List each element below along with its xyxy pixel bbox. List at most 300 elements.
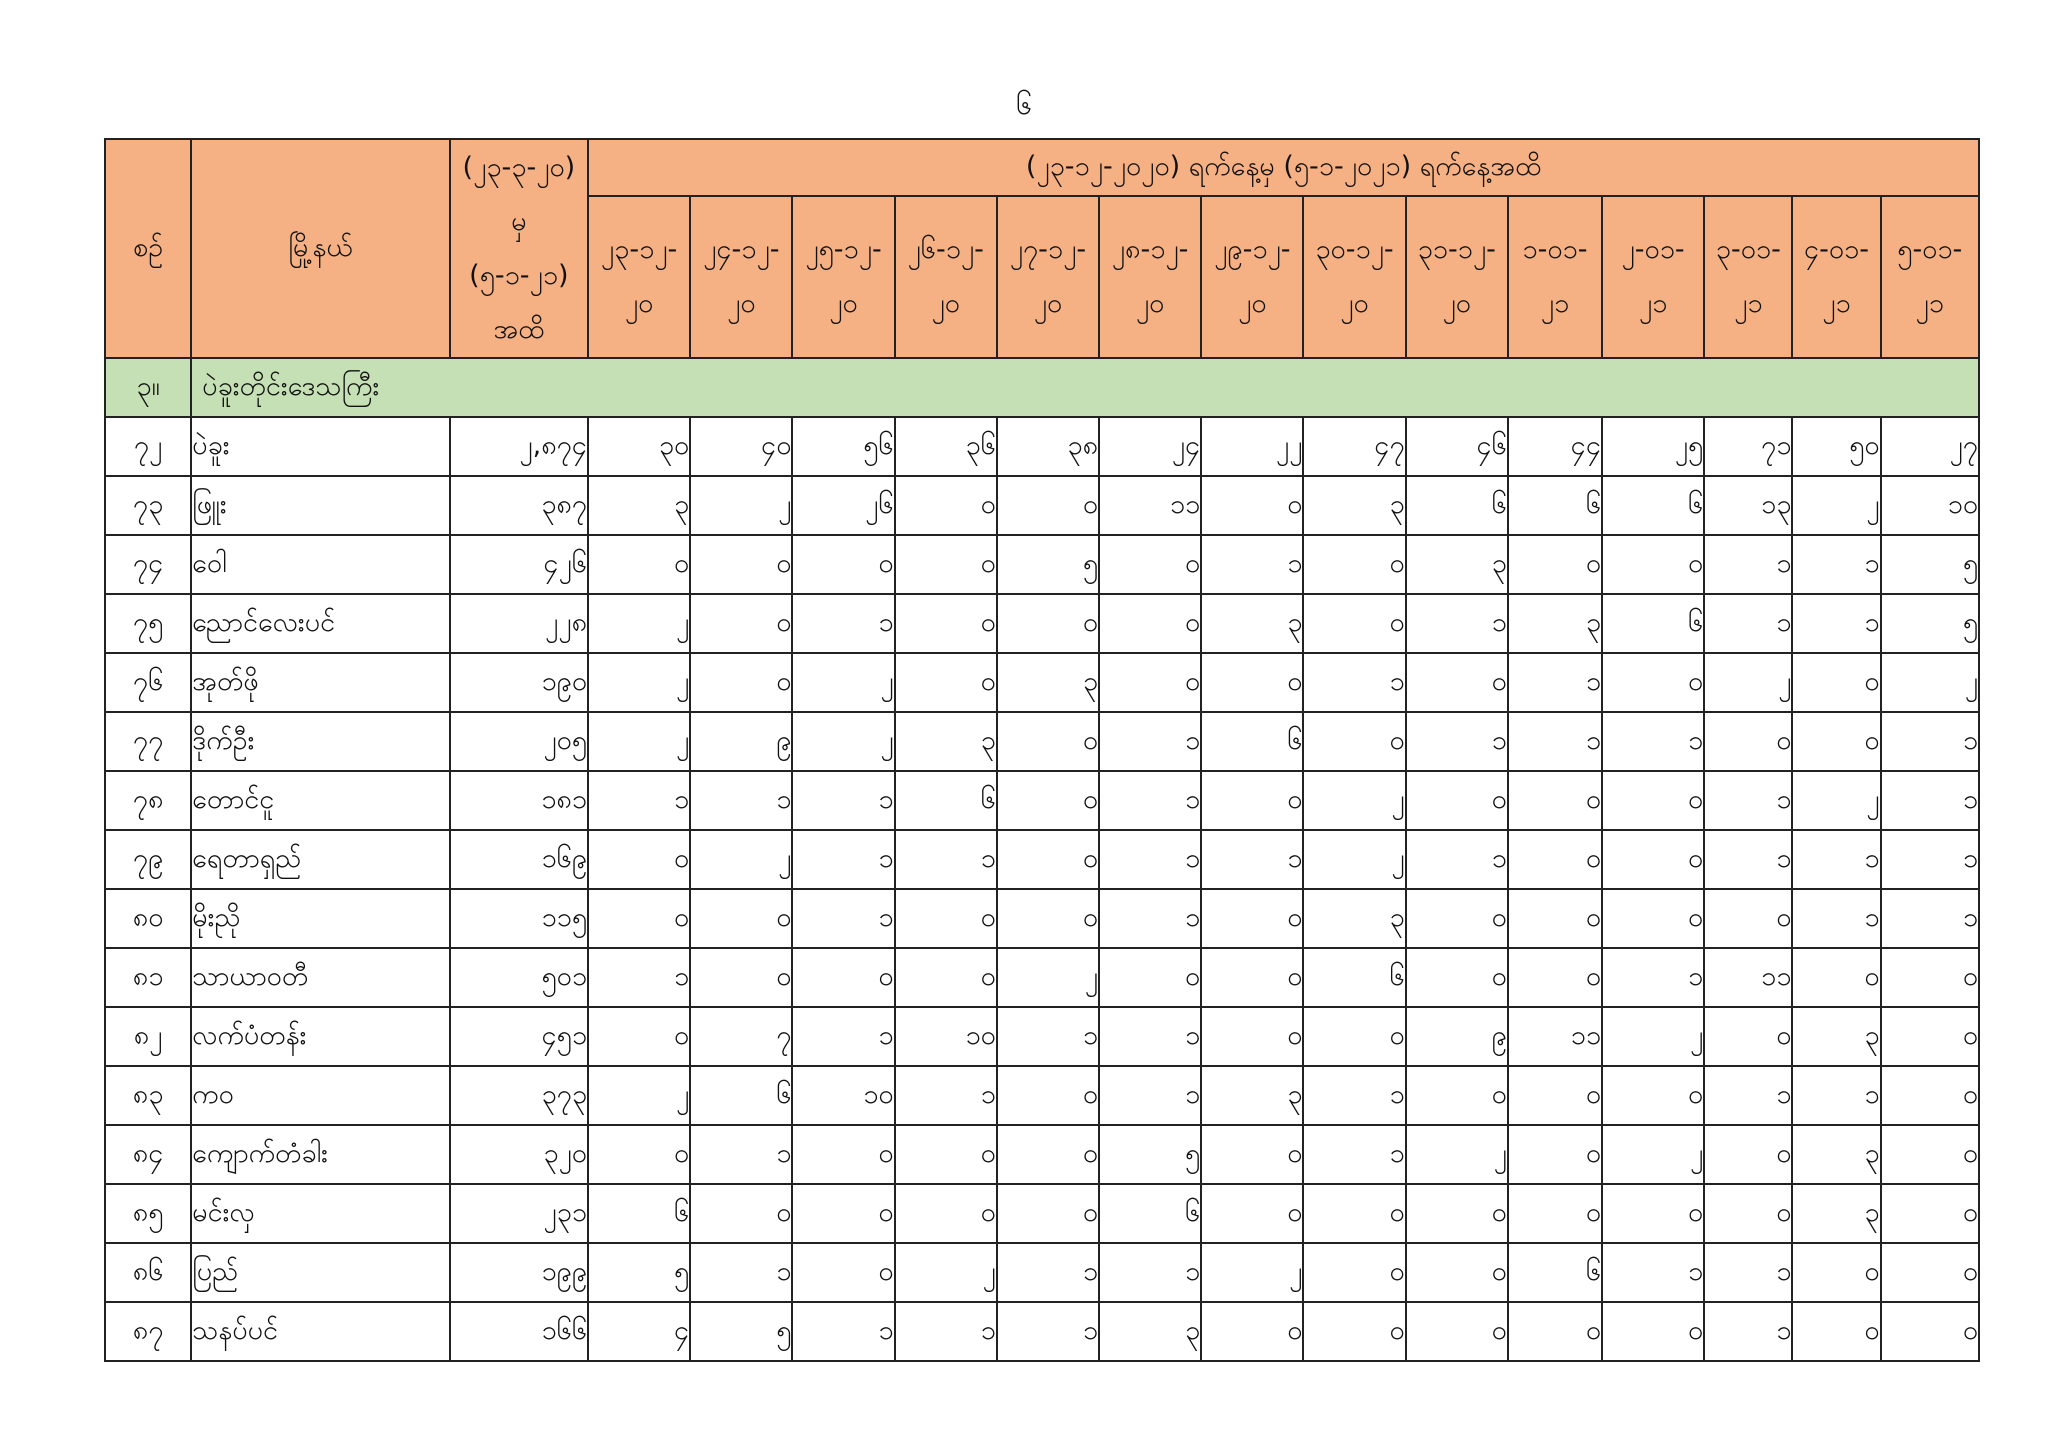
- row-daily-value: ၂၆: [792, 476, 894, 535]
- row-serial: ၇၇: [105, 712, 191, 771]
- row-daily-value: ၀: [1881, 1243, 1979, 1302]
- row-daily-value: ၂: [588, 653, 690, 712]
- row-daily-value: ၁: [1099, 1007, 1201, 1066]
- row-daily-value: ၃: [1792, 1125, 1880, 1184]
- row-daily-value: ၃: [997, 653, 1099, 712]
- row-township: သနပ်ပင်: [191, 1302, 450, 1361]
- row-daily-value: ၂: [690, 830, 792, 889]
- row-daily-value: ၂၄: [1099, 417, 1201, 476]
- row-daily-value: ၁၃: [1704, 476, 1792, 535]
- row-daily-value: ၃၀: [588, 417, 690, 476]
- header-date-day: ၂၆-၁၂-: [907, 234, 984, 265]
- row-township: လက်ပံတန်း: [191, 1007, 450, 1066]
- section-row: [105, 358, 1979, 417]
- row-daily-value: ၀: [895, 948, 997, 1007]
- table-row: [105, 830, 1979, 889]
- table-row: [105, 1066, 1979, 1125]
- row-daily-value: ၀: [792, 1125, 894, 1184]
- row-daily-value: ၀: [997, 1184, 1099, 1243]
- header-date: [792, 196, 894, 358]
- row-daily-value: ၀: [1099, 653, 1201, 712]
- row-daily-value: ၀: [895, 535, 997, 594]
- row-daily-value: ၂: [588, 594, 690, 653]
- row-township: မိုးညို: [191, 889, 450, 948]
- row-daily-value: ၂: [1881, 653, 1979, 712]
- row-daily-value: ၀: [895, 594, 997, 653]
- row-serial: ၈၄: [105, 1125, 191, 1184]
- row-daily-value: ၁: [792, 1007, 894, 1066]
- row-daily-value: ၀: [1406, 1302, 1508, 1361]
- row-total: ၂၀၅: [450, 712, 588, 771]
- row-daily-value: ၀: [997, 1066, 1099, 1125]
- row-daily-value: ၂: [588, 1066, 690, 1125]
- row-daily-value: ၀: [997, 830, 1099, 889]
- header-date: [1704, 196, 1792, 358]
- row-daily-value: ၀: [588, 830, 690, 889]
- row-daily-value: ၀: [1406, 771, 1508, 830]
- row-daily-value: ၀: [1792, 653, 1880, 712]
- header-date: [1099, 196, 1201, 358]
- row-township: သာယာဝတီ: [191, 948, 450, 1007]
- row-daily-value: ၁: [1508, 653, 1602, 712]
- row-daily-value: ၀: [1099, 535, 1201, 594]
- header-date-year: ၂၁: [1915, 288, 1944, 319]
- row-daily-value: ၅၆: [792, 417, 894, 476]
- row-serial: ၈၁: [105, 948, 191, 1007]
- row-daily-value: ၁: [1704, 594, 1792, 653]
- row-daily-value: ၀: [1303, 1243, 1405, 1302]
- row-total: ၁၆၉: [450, 830, 588, 889]
- row-serial: ၇၅: [105, 594, 191, 653]
- row-daily-value: ၁: [895, 1302, 997, 1361]
- row-daily-value: ၀: [1508, 535, 1602, 594]
- row-daily-value: ၂: [1792, 771, 1880, 830]
- row-daily-value: ၁: [1792, 830, 1880, 889]
- row-daily-value: ၂၅: [1602, 417, 1704, 476]
- header-date-year: ၂၀: [1238, 288, 1267, 319]
- row-daily-value: ၆: [690, 1066, 792, 1125]
- header-date-day: ၂-၀၁-: [1621, 234, 1685, 265]
- row-daily-value: ၀: [792, 1184, 894, 1243]
- header-date-year: ၂၁: [1638, 288, 1668, 319]
- row-daily-value: ၀: [1508, 830, 1602, 889]
- row-daily-value: ၁: [1881, 889, 1979, 948]
- row-daily-value: ၃: [1201, 1066, 1303, 1125]
- table-row: [105, 889, 1979, 948]
- row-daily-value: ၂၇: [1881, 417, 1979, 476]
- header-date-day: ၃-၀၁-: [1715, 234, 1781, 265]
- row-daily-value: ၀: [1201, 1125, 1303, 1184]
- row-daily-value: ၀: [895, 1125, 997, 1184]
- row-daily-value: ၁: [1881, 771, 1979, 830]
- row-daily-value: ၅: [690, 1302, 792, 1361]
- row-daily-value: ၀: [1602, 1184, 1704, 1243]
- row-daily-value: ၀: [1602, 830, 1704, 889]
- row-daily-value: ၂: [690, 476, 792, 535]
- row-daily-value: ၅: [1881, 535, 1979, 594]
- table-row: [105, 1243, 1979, 1302]
- row-daily-value: ၀: [1508, 889, 1602, 948]
- header-total-period-line: မှ: [511, 205, 527, 237]
- row-township: ဝေါ: [191, 535, 450, 594]
- row-daily-value: ၀: [1201, 476, 1303, 535]
- row-total: ၂,၈၇၄: [450, 417, 588, 476]
- row-daily-value: ၂: [1704, 653, 1792, 712]
- covid-cases-table: [104, 138, 1980, 1362]
- row-serial: ၈၂: [105, 1007, 191, 1066]
- header-total-period-line: (၅-၁-၂၁): [469, 259, 569, 291]
- header-serial: စဉ်: [105, 139, 191, 358]
- row-daily-value: ၁: [895, 1066, 997, 1125]
- header-date-year: ၂၀: [931, 288, 960, 319]
- row-daily-value: ၀: [895, 889, 997, 948]
- row-total: ၃၂၀: [450, 1125, 588, 1184]
- row-daily-value: ၀: [1508, 1302, 1602, 1361]
- row-township: ဖြူး: [191, 476, 450, 535]
- row-total: ၁၁၅: [450, 889, 588, 948]
- row-total: ၅၀၁: [450, 948, 588, 1007]
- row-daily-value: ၁: [1602, 712, 1704, 771]
- header-date-day: ၅-၀၁-: [1897, 234, 1963, 265]
- row-daily-value: ၂: [1406, 1125, 1508, 1184]
- row-daily-value: ၀: [997, 771, 1099, 830]
- row-daily-value: ၅: [1881, 594, 1979, 653]
- row-daily-value: ၃: [1303, 889, 1405, 948]
- row-total: ၁၉၉: [450, 1243, 588, 1302]
- section-number: ၃။: [105, 358, 191, 417]
- row-daily-value: ၅: [588, 1243, 690, 1302]
- row-daily-value: ၁: [1508, 712, 1602, 771]
- table-row: [105, 594, 1979, 653]
- row-township: ညောင်လေးပင်: [191, 594, 450, 653]
- header-date-year: ၂၀: [624, 288, 654, 319]
- header-date: [1406, 196, 1508, 358]
- row-daily-value: ၃၈: [997, 417, 1099, 476]
- row-daily-value: ၆: [1602, 476, 1704, 535]
- row-daily-value: ၀: [1303, 1007, 1405, 1066]
- row-daily-value: ၀: [1303, 594, 1405, 653]
- row-daily-value: ၀: [1704, 1125, 1792, 1184]
- row-daily-value: ၁: [1303, 1125, 1405, 1184]
- row-daily-value: ၀: [1303, 712, 1405, 771]
- table-row: [105, 1125, 1979, 1184]
- row-daily-value: ၁: [895, 830, 997, 889]
- table-row: [105, 417, 1979, 476]
- row-serial: ၈၅: [105, 1184, 191, 1243]
- row-daily-value: ၂: [792, 653, 894, 712]
- header-date-year: ၂၁: [1734, 288, 1763, 319]
- row-daily-value: ၀: [1508, 771, 1602, 830]
- header-date-day: ၄-၀၁-: [1803, 234, 1869, 265]
- row-daily-value: ၀: [690, 889, 792, 948]
- row-daily-value: ၀: [690, 594, 792, 653]
- row-daily-value: ၀: [1406, 1066, 1508, 1125]
- row-daily-value: ၄၀: [690, 417, 792, 476]
- row-daily-value: ၀: [1602, 1066, 1704, 1125]
- row-daily-value: ၀: [1602, 889, 1704, 948]
- row-township: တောင်ငူ: [191, 771, 450, 830]
- row-township: ဒိုက်ဦး: [191, 712, 450, 771]
- row-daily-value: ၀: [690, 1184, 792, 1243]
- header-date-day: ၃၁-၁၂-: [1417, 234, 1496, 265]
- row-serial: ၇၃: [105, 476, 191, 535]
- row-daily-value: ၁: [1704, 771, 1792, 830]
- row-daily-value: ၂: [997, 948, 1099, 1007]
- row-daily-value: ၃: [1792, 1184, 1880, 1243]
- row-daily-value: ၂: [1602, 1125, 1704, 1184]
- header-date: [997, 196, 1099, 358]
- row-daily-value: ၀: [1881, 1302, 1979, 1361]
- row-daily-value: ၀: [690, 535, 792, 594]
- row-daily-value: ၁: [1099, 771, 1201, 830]
- row-daily-value: ၆: [1099, 1184, 1201, 1243]
- row-daily-value: ၁၁: [1099, 476, 1201, 535]
- row-daily-value: ၀: [1201, 948, 1303, 1007]
- row-daily-value: ၁: [1792, 889, 1880, 948]
- header-date-year: ၂၁: [1540, 288, 1570, 319]
- row-daily-value: ၂: [1602, 1007, 1704, 1066]
- row-daily-value: ၁: [1099, 1243, 1201, 1302]
- row-daily-value: ၀: [997, 889, 1099, 948]
- row-daily-value: ၁: [1099, 889, 1201, 948]
- row-daily-value: ၃: [1201, 594, 1303, 653]
- row-daily-value: ၁: [690, 1125, 792, 1184]
- row-daily-value: ၇: [690, 1007, 792, 1066]
- header-row-top: [105, 139, 1979, 196]
- page-number: ၆: [1016, 88, 1032, 121]
- row-serial: ၈၃: [105, 1066, 191, 1125]
- row-daily-value: ၀: [792, 948, 894, 1007]
- row-daily-value: ၃: [1406, 535, 1508, 594]
- row-daily-value: ၆: [1201, 712, 1303, 771]
- row-daily-value: ၁: [1704, 830, 1792, 889]
- row-daily-value: ၀: [1881, 1184, 1979, 1243]
- table-row: [105, 712, 1979, 771]
- header-date-day: ၂၈-၁၂-: [1111, 234, 1189, 265]
- row-daily-value: ၀: [1406, 889, 1508, 948]
- table-row: [105, 535, 1979, 594]
- row-daily-value: ၁၀: [792, 1066, 894, 1125]
- row-daily-value: ၁: [588, 771, 690, 830]
- row-daily-value: ၀: [1099, 948, 1201, 1007]
- row-daily-value: ၃: [588, 476, 690, 535]
- row-daily-value: ၀: [1303, 1302, 1405, 1361]
- row-daily-value: ၀: [1303, 535, 1405, 594]
- row-township: ရေတာရှည်: [191, 830, 450, 889]
- row-daily-value: ၀: [1508, 1184, 1602, 1243]
- row-daily-value: ၁: [1099, 712, 1201, 771]
- row-daily-value: ၁: [997, 1007, 1099, 1066]
- row-daily-value: ၀: [1792, 1302, 1880, 1361]
- row-daily-value: ၂: [1201, 1243, 1303, 1302]
- row-daily-value: ၁: [1602, 1243, 1704, 1302]
- header-total-period-line: အထိ: [493, 313, 545, 345]
- row-township: အုတ်ဖို: [191, 653, 450, 712]
- row-township: မင်းလှ: [191, 1184, 450, 1243]
- row-daily-value: ၀: [588, 535, 690, 594]
- row-daily-value: ၁: [1704, 1066, 1792, 1125]
- row-daily-value: ၀: [1406, 1243, 1508, 1302]
- row-daily-value: ၀: [1099, 594, 1201, 653]
- row-daily-value: ၀: [1704, 1007, 1792, 1066]
- row-serial: ၇၂: [105, 417, 191, 476]
- row-daily-value: ၀: [1602, 1302, 1704, 1361]
- row-serial: ၇၄: [105, 535, 191, 594]
- header-date: [1508, 196, 1602, 358]
- row-daily-value: ၁၁: [1704, 948, 1792, 1007]
- row-daily-value: ၀: [1704, 1184, 1792, 1243]
- header-date-year: ၂၀: [1340, 288, 1369, 319]
- row-daily-value: ၁: [1792, 594, 1880, 653]
- row-daily-value: ၆: [1406, 476, 1508, 535]
- row-daily-value: ၁: [997, 1243, 1099, 1302]
- row-daily-value: ၂: [792, 712, 894, 771]
- row-daily-value: ၁: [1704, 1243, 1792, 1302]
- header-date-day: ၂၇-၁၂-: [1009, 234, 1087, 265]
- row-daily-value: ၁: [1881, 712, 1979, 771]
- row-daily-value: ၆: [1508, 476, 1602, 535]
- row-daily-value: ၂: [1303, 830, 1405, 889]
- row-daily-value: ၁: [1704, 535, 1792, 594]
- row-daily-value: ၀: [1508, 1125, 1602, 1184]
- row-daily-value: ၀: [1406, 653, 1508, 712]
- row-total: ၁၆၆: [450, 1302, 588, 1361]
- row-total: ၄၂၆: [450, 535, 588, 594]
- row-daily-value: ၁: [792, 1302, 894, 1361]
- row-township: ပဲခူး: [191, 417, 450, 476]
- table-row: [105, 1302, 1979, 1361]
- row-serial: ၇၆: [105, 653, 191, 712]
- row-serial: ၈၀: [105, 889, 191, 948]
- row-daily-value: ၁: [690, 1243, 792, 1302]
- row-daily-value: ၀: [1602, 771, 1704, 830]
- row-daily-value: ၁: [1881, 830, 1979, 889]
- row-daily-value: ၄: [588, 1302, 690, 1361]
- header-date: [1303, 196, 1405, 358]
- row-total: ၃၇၃: [450, 1066, 588, 1125]
- row-daily-value: ၄၄: [1508, 417, 1602, 476]
- row-daily-value: ၁၀: [1881, 476, 1979, 535]
- header-date: [1201, 196, 1303, 358]
- row-daily-value: ၃: [1099, 1302, 1201, 1361]
- row-serial: ၇၈: [105, 771, 191, 830]
- row-daily-value: ၂၂: [1201, 417, 1303, 476]
- row-daily-value: ၀: [1201, 889, 1303, 948]
- row-daily-value: ၀: [997, 712, 1099, 771]
- row-daily-value: ၀: [792, 535, 894, 594]
- header-date-year: ၂၀: [1033, 288, 1063, 319]
- header-date-year: ၂၀: [1442, 288, 1471, 319]
- row-daily-value: ၀: [997, 476, 1099, 535]
- header-date-day: ၂၃-၁၂-: [600, 234, 678, 265]
- row-daily-value: ၀: [895, 653, 997, 712]
- row-daily-value: ၁: [792, 771, 894, 830]
- header-date-range: (၂၃-၁၂-၂၀၂၀) ရက်နေ့မှ (၅-၁-၂၀၂၁) ရက်နေ့အထိ: [588, 139, 1979, 196]
- header-date-day: ၂၉-၁၂-: [1214, 234, 1291, 265]
- header-date-day: ၁-၀၁-: [1522, 234, 1588, 265]
- table-row: [105, 771, 1979, 830]
- row-daily-value: ၇၁: [1704, 417, 1792, 476]
- row-daily-value: ၂: [588, 712, 690, 771]
- row-daily-value: ၁: [997, 1302, 1099, 1361]
- row-daily-value: ၆: [588, 1184, 690, 1243]
- row-daily-value: ၆: [1508, 1243, 1602, 1302]
- table-row: [105, 1007, 1979, 1066]
- header-date-day: ၃၀-၁၂-: [1315, 234, 1394, 265]
- row-daily-value: ၁: [1303, 653, 1405, 712]
- row-daily-value: ၃: [895, 712, 997, 771]
- row-daily-value: ၁: [1303, 1066, 1405, 1125]
- row-daily-value: ၀: [1602, 535, 1704, 594]
- row-daily-value: ၀: [588, 889, 690, 948]
- row-daily-value: ၅: [997, 535, 1099, 594]
- row-daily-value: ၀: [1201, 1184, 1303, 1243]
- header-date: [588, 196, 690, 358]
- row-daily-value: ၀: [588, 1007, 690, 1066]
- header-date-year: ၂၁: [1822, 288, 1851, 319]
- row-daily-value: ၁: [1792, 1066, 1880, 1125]
- header-date-year: ၂၀: [829, 288, 858, 319]
- row-daily-value: ၂: [895, 1243, 997, 1302]
- row-daily-value: ၁: [1792, 535, 1880, 594]
- row-daily-value: ၀: [690, 948, 792, 1007]
- header-date-year: ၂၀: [1135, 288, 1165, 319]
- row-daily-value: ၁: [1406, 830, 1508, 889]
- row-township: ကဝ: [191, 1066, 450, 1125]
- row-daily-value: ၀: [1704, 889, 1792, 948]
- table-row: [105, 653, 1979, 712]
- row-total: ၂၂၈: [450, 594, 588, 653]
- row-daily-value: ၁: [1099, 1066, 1201, 1125]
- row-daily-value: ၃: [1508, 594, 1602, 653]
- row-daily-value: ၀: [1602, 653, 1704, 712]
- row-daily-value: ၃: [1303, 476, 1405, 535]
- row-daily-value: ၀: [690, 653, 792, 712]
- header-date: [895, 196, 997, 358]
- row-daily-value: ၀: [1881, 1066, 1979, 1125]
- header-date: [690, 196, 792, 358]
- row-total: ၁၉၀: [450, 653, 588, 712]
- row-daily-value: ၉: [1406, 1007, 1508, 1066]
- row-daily-value: ၀: [1881, 1125, 1979, 1184]
- row-daily-value: ၀: [1303, 1184, 1405, 1243]
- row-daily-value: ၀: [1406, 1184, 1508, 1243]
- row-daily-value: ၆: [895, 771, 997, 830]
- header-township: မြို့နယ်: [191, 139, 450, 358]
- row-daily-value: ၁: [690, 771, 792, 830]
- row-township: ပြည်: [191, 1243, 450, 1302]
- header-date-day: ၂၄-၁၂-: [703, 234, 780, 265]
- row-daily-value: ၁: [792, 830, 894, 889]
- row-daily-value: ၄၇: [1303, 417, 1405, 476]
- row-daily-value: ၁: [1602, 948, 1704, 1007]
- table-row: [105, 1184, 1979, 1243]
- row-daily-value: ၀: [1792, 712, 1880, 771]
- header-total-period-line: (၂၃-၃-၂၀): [462, 151, 576, 183]
- table-row: [105, 948, 1979, 1007]
- row-serial: ၈၇: [105, 1302, 191, 1361]
- row-daily-value: ၁: [1704, 1302, 1792, 1361]
- row-daily-value: ၀: [1201, 1302, 1303, 1361]
- header-date-day: ၂၅-၁၂-: [805, 234, 882, 265]
- row-daily-value: ၀: [1881, 948, 1979, 1007]
- row-total: ၂၃၁: [450, 1184, 588, 1243]
- row-daily-value: ၃၆: [895, 417, 997, 476]
- row-total: ၃၈၇: [450, 476, 588, 535]
- row-daily-value: ၀: [895, 1184, 997, 1243]
- header-date-year: ၂၀: [727, 288, 756, 319]
- row-daily-value: ၀: [1406, 948, 1508, 1007]
